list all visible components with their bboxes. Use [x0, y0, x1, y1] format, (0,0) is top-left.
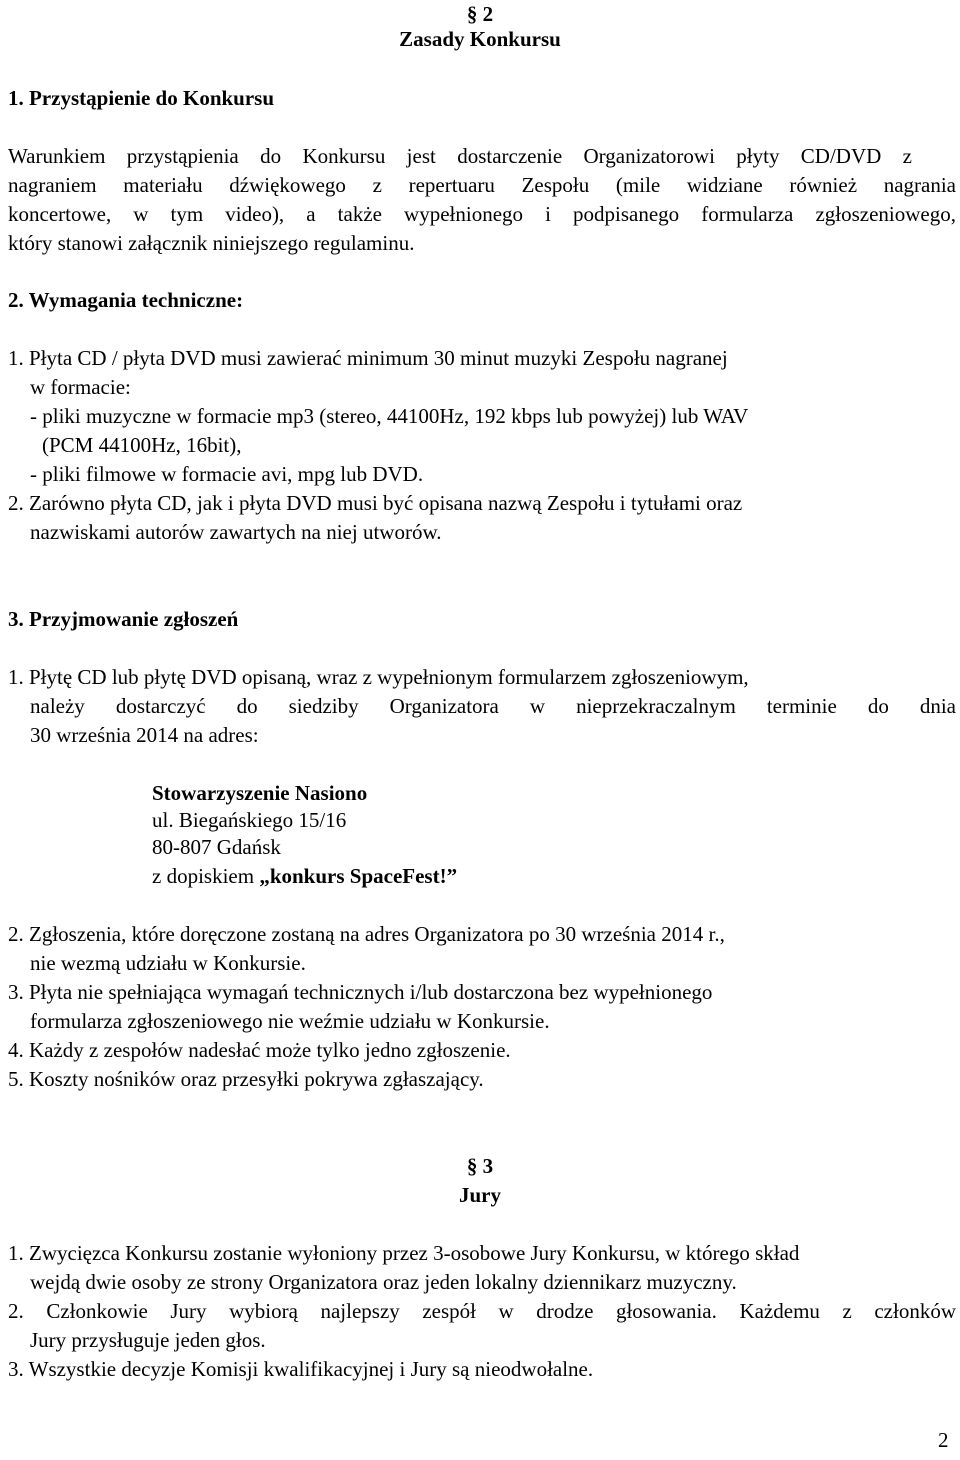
- list-item-continuation: nie wezmą udziału w Konkursie.: [30, 951, 306, 975]
- list-item: 4. Każdy z zespołów nadesłać może tylko jedno zgłoszenie.: [8, 1038, 511, 1062]
- list-item-continuation: należy dostarczyć do siedziby Organizatora w nieprzekraczalnym terminie do dnia: [30, 694, 956, 718]
- paragraph-line: który stanowi załącznik niniejszego regulaminu.: [8, 231, 415, 255]
- list-item: 3. Płyta nie spełniająca wymagań technicznych i/lub dostarczona bez wypełnionego: [8, 980, 713, 1004]
- list-item-continuation: - pliki filmowe w formacie avi, mpg lub DVD.: [30, 462, 424, 486]
- list-item-continuation: - pliki muzyczne w formacie mp3 (stereo, 44100Hz, 192 kbps lub powyżej) lub WAV: [30, 404, 749, 428]
- heading-przystapienie: 1. Przystąpienie do Konkursu: [8, 86, 275, 110]
- heading-wymagania: 2. Wymagania techniczne:: [8, 288, 244, 312]
- address-note-prefix: z dopiskiem: [152, 864, 260, 888]
- address-name: Stowarzyszenie Nasiono: [152, 781, 368, 805]
- paragraph-line: nagraniem materiału dźwiękowego z repertuaru Zespołu (mile widziane również nagrania: [8, 173, 956, 197]
- list-item: 2. Zarówno płyta CD, jak i płyta DVD musi być opisana nazwą Zespołu i tytułami oraz: [8, 491, 743, 515]
- list-item-continuation: w formacie:: [30, 375, 131, 399]
- page-number: 2: [938, 1428, 949, 1452]
- section-number: § 3: [466, 1154, 494, 1178]
- section-number: § 2: [466, 2, 494, 26]
- list-item: 2. Zgłoszenia, które doręczone zostaną na adres Organizatora po 30 września 2014 r.,: [8, 922, 725, 946]
- paragraph-line: Warunkiem przystąpienia do Konkursu jest dostarczenie Organizatorowi płyty CD/DVD z: [8, 144, 912, 168]
- list-item-continuation: wejdą dwie osoby ze strony Organizatora oraz jeden lokalny dziennikarz muzyczny.: [30, 1270, 737, 1294]
- list-item: 2. Członkowie Jury wybiorą najlepszy zespół w drodze głosowania. Każdemu z członków: [8, 1299, 956, 1323]
- list-item: 5. Koszty nośników oraz przesyłki pokrywa zgłaszający.: [8, 1067, 484, 1091]
- heading-przyjmowanie: 3. Przyjmowanie zgłoszeń: [8, 607, 239, 631]
- address-street: ul. Biegańskiego 15/16: [152, 808, 347, 832]
- list-item: 1. Płyta CD / płyta DVD musi zawierać minimum 30 minut muzyki Zespołu nagranej: [8, 346, 728, 370]
- section-title: Zasady Konkursu: [399, 27, 561, 51]
- list-item-continuation: nazwiskami autorów zawartych na niej utworów.: [30, 520, 442, 544]
- address-note-bold: „konkurs SpaceFest!”: [259, 864, 458, 888]
- list-item-continuation: 30 września 2014 na adres:: [30, 723, 259, 747]
- list-item: 1. Płytę CD lub płytę DVD opisaną, wraz z wypełnionym formularzem zgłoszeniowym,: [8, 665, 749, 689]
- address-note: [152, 862, 457, 891]
- section-title: Jury: [459, 1183, 501, 1207]
- address-city: 80-807 Gdańsk: [152, 835, 281, 859]
- list-item-continuation: formularza zgłoszeniowego nie weźmie udziału w Konkursie.: [30, 1009, 550, 1033]
- list-item: 3. Wszystkie decyzje Komisji kwalifikacyjnej i Jury są nieodwołalne.: [8, 1357, 594, 1381]
- list-item-continuation: Jury przysługuje jeden głos.: [30, 1328, 266, 1352]
- paragraph-line: koncertowe, w tym video), a także wypełnionego i podpisanego formularza zgłoszeniowego,: [8, 202, 956, 226]
- list-item-continuation: (PCM 44100Hz, 16bit),: [42, 433, 242, 457]
- list-item: 1. Zwycięzca Konkursu zostanie wyłoniony przez 3-osobowe Jury Konkursu, w którego skład: [8, 1241, 800, 1265]
